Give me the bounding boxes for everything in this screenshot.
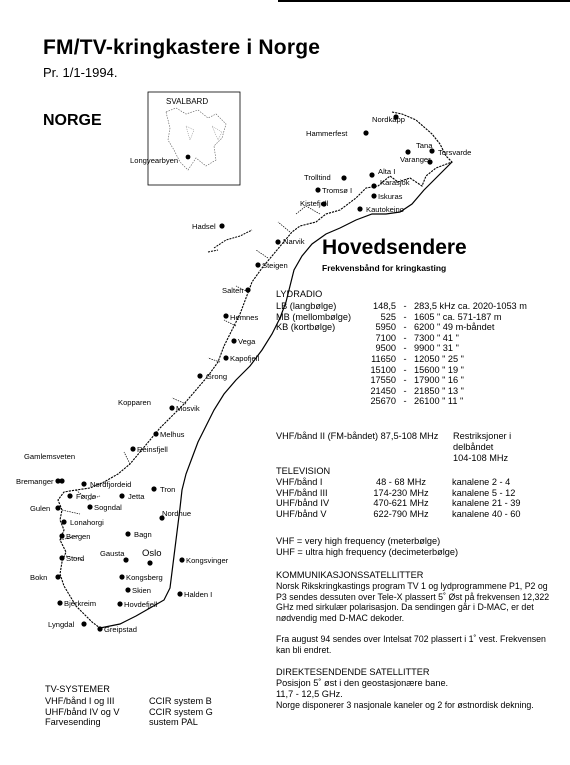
label-hadsel: Hadsel (192, 222, 216, 231)
lydradio-row (276, 354, 527, 365)
lydradio-row-cell: 5950 (375, 322, 396, 333)
kommunikasjon-text-2: Fra august 94 sendes over Intelsat 702 plassert i 1˚ vest. Frekvensen kan bli endret. (276, 634, 546, 655)
television-row-cell: 48 - 68 MHz (375, 477, 427, 487)
site-kautokeino (357, 206, 362, 211)
label-kapofjell: Kapofjell (230, 354, 260, 363)
television-row-cell: kanalene 2 - 4 (452, 477, 511, 487)
site-hemnes (223, 313, 228, 318)
site-gulen (55, 505, 60, 510)
site-kongsberg (119, 574, 124, 579)
direkte-line-2: 11,7 - 12,5 GHz. (276, 689, 343, 699)
tv-systemer-row-cell: Farvesending (45, 717, 101, 728)
site-bokn (55, 574, 60, 579)
page-date: Pr. 1/1-1994. (43, 65, 118, 80)
lydradio-row-cell (276, 396, 360, 407)
lydradio-row-cell: 9900 " 31 " (414, 343, 459, 354)
lydradio-row-cell: 11650 (371, 353, 396, 364)
television-row-cell: 174-230 MHz (373, 487, 429, 498)
television-row-cell: kanalene 21 - 39 (452, 498, 521, 509)
longyearbyen-label: Longyearbyen (130, 156, 179, 165)
lydradio-row-cell: - (403, 301, 407, 311)
site-hadsel (219, 223, 224, 228)
label-tromso: Tromsø I (322, 186, 353, 195)
site-bagn (125, 531, 130, 536)
label-skien: Skien (132, 586, 151, 595)
site-halden (177, 591, 182, 596)
label-karasjok: Karasjok (380, 178, 410, 187)
television-row-cell: kanalene 40 - 60 (452, 508, 521, 519)
tv-systemer-row-cell: CCIR system G (149, 706, 213, 717)
lydradio-row-cell: 7300 " 41 " (414, 332, 459, 343)
label-varanger: Varanger (400, 155, 431, 164)
site-oslo (147, 560, 152, 565)
lydradio-row-cell: - (403, 385, 407, 396)
lydradio-row (276, 333, 527, 344)
label-narvik: Narvik (283, 237, 305, 246)
site-mosvik (169, 405, 174, 410)
site-melhus (153, 431, 158, 436)
label-nordhue: Nordhue (162, 509, 192, 518)
vhf-fm-note-3: 104-108 MHz (453, 453, 509, 463)
label-stord: Stord (66, 554, 85, 563)
label-kistefjell: Kistefjell (300, 199, 329, 208)
label-sogndal: Sogndal (94, 503, 122, 512)
label-kopparen: Kopparen (118, 398, 151, 407)
label-gausta: Gausta (100, 549, 125, 558)
lydradio-row-cell: 15600 " 19 " (414, 364, 464, 375)
label-lonahorgi: Lonahorgi (70, 518, 104, 527)
label-tron: Tron (160, 485, 176, 494)
label-bergen: Bergen (66, 532, 91, 541)
lydradio-row-cell: 7100 (375, 332, 396, 343)
lydradio-row-cell (276, 365, 360, 376)
lydradio-row-cell: - (403, 364, 407, 375)
site-grong (197, 373, 202, 378)
site-lyngdal (81, 621, 86, 626)
label-hemnes: Hemnes (230, 313, 259, 322)
label-salten: Salten (222, 286, 244, 295)
television-row (276, 509, 520, 520)
lydradio-row (276, 365, 527, 376)
site-bergen (59, 533, 64, 538)
site-hovdefjell (117, 601, 122, 606)
site-stord (59, 555, 64, 560)
lydradio-row-cell: - (403, 375, 407, 386)
site-sogndal (87, 504, 92, 509)
label-bremanger: Bremanger (16, 477, 54, 486)
label-grong: Grong (206, 372, 228, 381)
lydradio-row-cell: - (403, 322, 407, 333)
lydradio-table (276, 301, 527, 407)
site-alta (369, 172, 374, 177)
television-row-cell: UHF/bånd IV (276, 498, 330, 509)
site-tana (405, 149, 410, 154)
tv-systemer-title: TV-SYSTEMER (45, 684, 110, 694)
lydradio-row (276, 301, 527, 312)
site-karasjok (371, 183, 376, 188)
site-trolltind (341, 175, 346, 180)
direkte-line-1: Posisjon 5˚ øst i den geostasjonære bane. (276, 678, 449, 688)
lydradio-row-cell (276, 375, 360, 386)
site-nordfjordeid (81, 481, 86, 486)
label-bagn: Bagn (134, 530, 152, 539)
site-vega (231, 338, 236, 343)
label-melhus: Melhus (160, 430, 185, 439)
site-kapofjell (223, 355, 228, 360)
label-gulen: Gulen (30, 504, 51, 513)
lydradio-row-cell: 148,5 (373, 301, 396, 311)
subheading: Frekvensbånd for kringkasting (322, 263, 447, 273)
kommunikasjon-text-1: Norsk Rikskringkastings program TV 1 og lydprogrammene P1, P2 og P3 sendes dessuten over Tele-X plassert 5˚ Øst på frekvensen 12,322 GHz med sirkulær polarisasjon. Da sendingen går i D-MAC, er det nødvendig med D-MAC dekoder. (276, 581, 550, 623)
label-bjerkreim: Bjerkreim (64, 599, 97, 608)
page-title: FM/TV-kringkastere i Norge (43, 36, 321, 59)
tv-systemer-row-cell: VHF/bånd I og III (45, 696, 115, 706)
site-tron (151, 486, 156, 491)
television-row-cell: UHF/bånd V (276, 508, 327, 519)
label-alta: Alta I (378, 167, 396, 176)
label-mosvik: Mosvik (176, 404, 200, 413)
tv-systemer-row-cell: CCIR system B (149, 696, 212, 706)
label-reinsfjell: Reinsfjell (137, 445, 168, 454)
site-bjerkreim (57, 600, 62, 605)
site-kongsvinger (179, 557, 184, 562)
lydradio-row-cell: - (403, 311, 407, 322)
label-kautokeino: Kautokeino (366, 205, 404, 214)
country-label: NORGE (43, 112, 102, 129)
site-jetta (119, 493, 124, 498)
lydradio-row-cell: - (403, 396, 407, 407)
lydradio-row-cell: - (403, 353, 407, 364)
lydradio-row-cell: 9500 (375, 343, 396, 354)
label-vega: Vega (238, 337, 256, 346)
tv-systemer-row (45, 707, 213, 718)
uhf-definition: UHF = ultra high frequency (decimeterbølge) (276, 547, 459, 557)
label-kongsvinger: Kongsvinger (186, 556, 229, 565)
lydradio-row-cell: 17550 (370, 375, 396, 386)
site-reinsfjell (130, 446, 135, 451)
tv-systemer-row-cell: UHF/bånd IV og V (45, 706, 120, 717)
television-row (276, 488, 520, 499)
lydradio-row-cell: 25670 (370, 396, 396, 407)
lydradio-row-cell: 26100 " 11 " (414, 396, 464, 407)
television-row (276, 477, 520, 488)
lydradio-row (276, 343, 527, 354)
label-kongsberg: Kongsberg (126, 573, 163, 582)
direkte-title: DIREKTESENDENDE SATELLITTER (276, 667, 430, 677)
lydradio-row (276, 322, 527, 333)
kommunikasjon-title: KOMMUNIKASJONSSATELLITTER (276, 570, 424, 580)
lydradio-row-cell (276, 343, 360, 354)
site-bremanger (59, 478, 64, 483)
label-steigen: Steigen (262, 261, 288, 270)
heading: Hovedsendere (322, 236, 467, 259)
lydradio-row-cell: 283,5 kHz ca. 2020-1053 m (414, 301, 527, 311)
site-gausta (123, 557, 128, 562)
label-trolltind: Trolltind (304, 173, 331, 182)
tv-systemer-row-cell: sustem PAL (149, 717, 198, 728)
lydradio-row-cell: 12050 " 25 " (414, 353, 464, 364)
lydradio-row-cell: 1605 " ca. 571-187 m (414, 311, 502, 322)
lydradio-row-cell: 17900 " 16 " (414, 375, 464, 386)
television-row-cell: kanalene 5 - 12 (452, 487, 516, 498)
label-greipstad: Greipstad (104, 625, 137, 634)
lydradio-row (276, 396, 527, 407)
lydradio-row-cell: - (403, 343, 407, 354)
label-forde: Førde (76, 492, 97, 501)
longyearbyen-dot (186, 155, 191, 160)
label-nordfjordeid: Nordfjordeid (90, 480, 132, 489)
television-row-cell: VHF/bånd III (276, 487, 328, 498)
lydradio-row (276, 386, 527, 397)
television-row (276, 498, 520, 509)
site-steigen (255, 262, 260, 267)
vhf-fm-note-1: Restriksjoner i (453, 431, 512, 441)
lydradio-row-cell: 6200 " 49 m-båndet (414, 322, 495, 333)
label-oslo: Oslo (142, 548, 162, 559)
label-hammerfest: Hammerfest (306, 129, 348, 138)
tv-systemer-table (45, 696, 213, 728)
label-gamlemsveten: Gamlemsveten (24, 452, 76, 461)
lydradio-row-cell: MB (mellombølge) (276, 311, 352, 322)
lydradio-row-cell: 21450 (370, 385, 396, 396)
label-torsvarde: Torsvarde (438, 148, 472, 157)
label-lyngdal: Lyngdal (48, 620, 75, 629)
label-tana: Tana (416, 141, 433, 150)
lydradio-row-cell: 15100 (370, 364, 396, 375)
lydradio-row-cell (276, 333, 360, 344)
lydradio-row-cell: KB (kortbølge) (276, 322, 336, 333)
tv-systemer-row (45, 696, 213, 707)
television-row-cell: 622-790 MHz (373, 508, 429, 519)
direkte-text: Norge disponerer 3 nasjonale kaneler og 2 for østnordisk dekning. (276, 700, 534, 710)
site-salten (245, 287, 250, 292)
vhf-fm-label: VHF/bånd II (FM-båndet) 87,5-108 MHz (276, 431, 439, 441)
label-bokn: Bokn (30, 573, 48, 582)
site-forde (67, 493, 72, 498)
site-skien (125, 587, 130, 592)
label-iskuras: Iskuras (378, 192, 403, 201)
label-hovdefjell: Hovdefjell (124, 600, 158, 609)
site-lonahorgi (61, 519, 66, 524)
lydradio-row-cell (276, 386, 360, 397)
site-narvik (275, 239, 280, 244)
lydradio-row (276, 375, 527, 386)
site-iskuras (371, 193, 376, 198)
lydradio-row-cell: - (403, 332, 407, 343)
site-hammerfest (363, 130, 368, 135)
lydradio-row-cell (276, 354, 360, 365)
lydradio-row (276, 312, 527, 323)
site-tromso (315, 187, 320, 192)
lydradio-row-cell: 21850 " 13 " (414, 385, 464, 396)
lydradio-row-cell: LB (langbølge) (276, 301, 337, 311)
television-title: TELEVISION (276, 466, 331, 476)
lydradio-title: LYDRADIO (276, 289, 323, 299)
label-nordkapp: Nordkapp (372, 115, 405, 124)
site-greipstad (97, 626, 102, 631)
label-halden: Halden I (184, 590, 213, 599)
television-row-cell: 470-621 MHz (373, 498, 429, 509)
label-jetta: Jetta (128, 492, 145, 501)
vhf-fm-note-2: delbåndet (453, 442, 494, 452)
television-row-cell: VHF/bånd I (276, 477, 323, 487)
svalbard-label: SVALBARD (166, 97, 209, 106)
lofoten (208, 230, 252, 252)
tv-systemer-row (45, 717, 213, 728)
lydradio-row-cell: 525 (380, 311, 396, 322)
television-table (276, 477, 520, 519)
vhf-definition: VHF = very high frequency (meterbølge) (276, 536, 441, 546)
